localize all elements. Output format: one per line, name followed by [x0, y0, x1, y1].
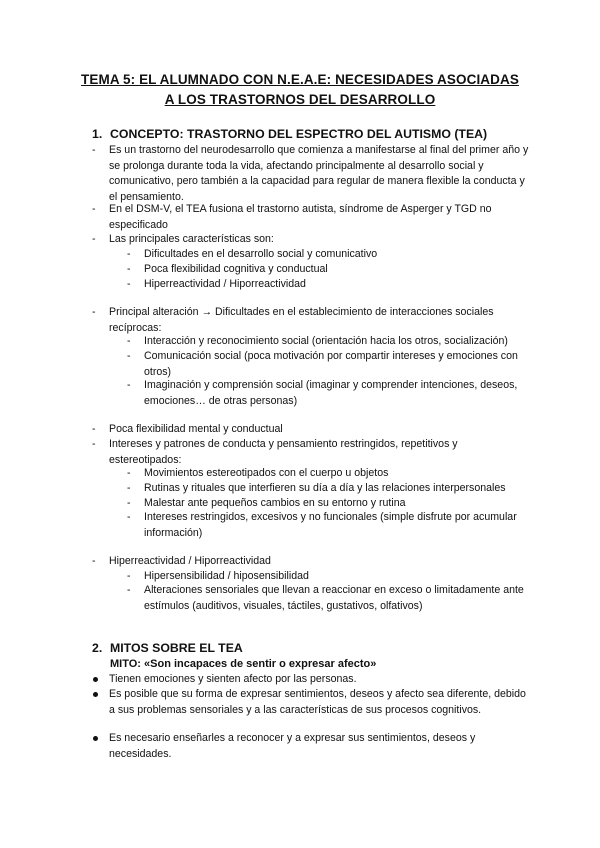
sub-list-item [127, 510, 544, 541]
sub-list-item [127, 583, 544, 614]
sub-list-item-text: Rutinas y rituales que interfieren su día a día y las relaciones interpersonales [144, 482, 506, 494]
section-2-number: 2. [92, 641, 103, 655]
bullet-item-text: Tienen emociones y sienten afecto por las personas. [109, 673, 357, 685]
myth-heading: MITO: «Son incapaces de sentir o expresar afecto» [110, 658, 377, 670]
dash-marker: - [127, 335, 131, 347]
dash-marker: - [127, 482, 131, 494]
document-title-line-1: TEMA 5: EL ALUMNADO CON N.E.A.E: NECESIDADES ASOCIADAS [81, 72, 519, 87]
dash-marker: - [127, 278, 131, 290]
section-1-heading-text: CONCEPTO: TRASTORNO DEL ESPECTRO DEL AUTISMO (TEA) [110, 127, 488, 141]
bullet-dot-icon [93, 736, 98, 741]
dash-marker: - [92, 144, 96, 156]
dash-marker: - [127, 467, 131, 479]
section-2-heading [92, 641, 243, 655]
sub-list-item-text: Hipersensibilidad / hiposensibilidad [144, 570, 309, 582]
list-item-text: Intereses y patrones de conducta y pensamiento restringidos, repetitivos y estereotipados: [109, 438, 458, 466]
dash-marker: - [127, 248, 131, 260]
dash-marker: - [92, 555, 96, 567]
list-item [92, 437, 529, 468]
list-item-text: Poca flexibilidad mental y conductual [109, 423, 283, 435]
sub-list-item [127, 349, 544, 380]
sub-list-item [127, 334, 544, 350]
bullet-item [92, 687, 529, 718]
dash-marker: - [127, 497, 131, 509]
list-item [92, 232, 529, 248]
sub-list-item-text: Alteraciones sensoriales que llevan a reaccionar en exceso o limitadamente ante estímulos (auditivos, visuales, táctiles, gustativos, olfativos) [144, 584, 524, 612]
section-2-heading-text: MITOS SOBRE EL TEA [110, 641, 243, 655]
sub-list-item-text: Imaginación y comprensión social (imaginar y comprender intenciones, deseos, emociones… de otras personas) [144, 379, 518, 407]
bullet-item-text: Es necesario enseñarles a reconocer y a expresar sus sentimientos, deseos y necesidades. [109, 732, 476, 760]
bullet-dot-icon [93, 677, 98, 682]
sub-list-item-text: Malestar ante pequeños cambios en su entorno y rutina [144, 497, 406, 509]
dash-marker: - [127, 379, 131, 391]
list-item [92, 305, 529, 336]
document-title-line-2: A LOS TRASTORNOS DEL DESARROLLO [164, 92, 436, 107]
sub-list-item-text: Dificultades en el desarrollo social y comunicativo [144, 248, 378, 260]
dash-marker: - [92, 306, 96, 318]
sub-list-item [127, 481, 544, 497]
list-item-text: Las principales características son: [109, 233, 274, 245]
section-1-heading [92, 127, 487, 141]
bullet-item-text: Es posible que su forma de expresar sentimientos, deseos y afecto sea diferente, debido a sus problemas sensoriales y a las características de sus procesos cognitivos. [109, 688, 526, 716]
sub-list-item [127, 262, 544, 278]
dash-marker: - [127, 570, 131, 582]
dash-marker: - [127, 350, 131, 362]
dash-marker: - [127, 263, 131, 275]
sub-list-item-text: Intereses restringidos, excesivos y no funcionales (simple disfrute por acumular información) [144, 511, 517, 539]
sub-list-item-text: Interacción y reconocimiento social (orientación hacia los otros, socialización) [144, 335, 508, 347]
list-item [92, 143, 529, 205]
list-item-text: En el DSM-V, el TEA fusiona el trastorno autista, síndrome de Asperger y TGD no especificado [109, 203, 492, 231]
dash-marker: - [92, 438, 96, 450]
dash-marker: - [127, 584, 131, 596]
sub-list-item [127, 277, 544, 293]
sub-list-item [127, 466, 544, 482]
sub-list-item-text: Poca flexibilidad cognitiva y conductual [144, 263, 328, 275]
list-item [92, 202, 529, 233]
dash-marker: - [92, 233, 96, 245]
list-item [92, 554, 529, 570]
sub-list-item [127, 378, 544, 409]
list-item-text: Hiperreactividad / Hiporreactividad [109, 555, 271, 567]
bullet-item [92, 672, 529, 688]
list-item-text: Principal alteración → Dificultades en el establecimiento de interacciones sociales recíprocas: [109, 306, 494, 334]
bullet-item [92, 731, 529, 762]
section-1-number: 1. [92, 127, 103, 141]
sub-list-item [127, 247, 544, 263]
sub-list-item-text: Hiperreactividad / Hiporreactividad [144, 278, 306, 290]
dash-marker: - [127, 511, 131, 523]
list-item-text: Es un trastorno del neurodesarrollo que comienza a manifestarse al final del primer año y se prolonga durante toda la vida, afectando principalmente al desarrollo social y comunicativo, pero también a la capacidad para regular de manera flexible la conducta y el pensamiento. [109, 144, 529, 203]
sub-list-item-text: Movimientos estereotipados con el cuerpo u objetos [144, 467, 389, 479]
dash-marker: - [92, 423, 96, 435]
list-item [92, 422, 529, 438]
sub-list-item-text: Comunicación social (poca motivación por compartir intereses y emociones con otros) [144, 350, 518, 378]
dash-marker: - [92, 203, 96, 215]
bullet-dot-icon [93, 692, 98, 697]
